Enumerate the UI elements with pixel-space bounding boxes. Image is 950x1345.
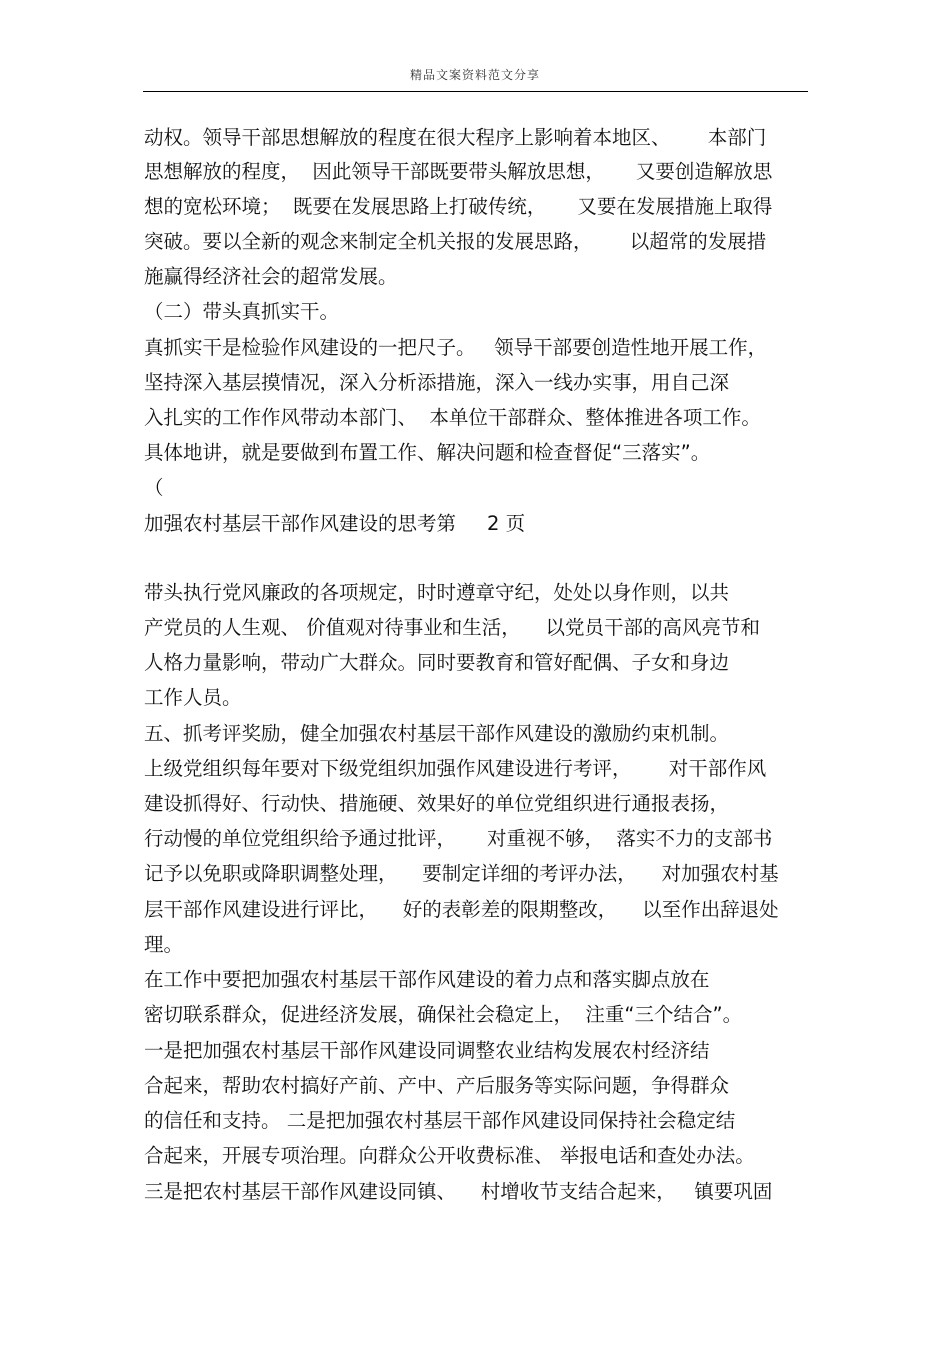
text-line: 密切联系群众，促进经济发展，确保社会稳定上， 注重“三个结合”。 (144, 1003, 743, 1026)
text-line: 的信任和支持。 二是把加强农村基层干部作风建设同保持社会稳定结 (144, 1109, 736, 1132)
text-line: 突破。要以全新的观念来制定全机关报的发展思路， 以超常的发展措 (144, 230, 767, 253)
text-line: 想的宽松环境； 既要在发展思路上打破传统， 又要在发展措施上取得 (144, 195, 773, 218)
section-heading: （二）带头真抓实干。 (144, 300, 340, 323)
text-line: 合起来，开展专项治理。向群众公开收费标准、 举报电话和查处办法。 (144, 1144, 755, 1167)
text-line: 带头执行党风廉政的各项规定，时时遵章守纪，处处以身作则，以共 (144, 581, 730, 604)
text-line: 具体地讲，就是要做到布置工作、解决问题和检查督促“三落实”。 (144, 441, 711, 464)
text-line: 上级党组织每年要对下级党组织加强作风建设进行考评， 对干部作风 (144, 757, 767, 780)
text-line: 入扎实的工作作风带动本部门、 本单位干部群众、整体推进各项工作。 (144, 406, 761, 429)
text-line: 合起来，帮助农村搞好产前、产中、产后服务等实际问题，争得群众 (144, 1074, 730, 1097)
text-line: 层干部作风建设进行评比， 好的表彰差的限期整改， 以至作出辞退处 (144, 898, 779, 921)
header-text: 精品文案资料范文分享 (409, 68, 540, 82)
text-line: 思想解放的程度， 因此领导干部既要带头解放思想， 又要创造解放思 (144, 160, 773, 183)
text-line: 施赢得经济社会的超常发展。 (144, 265, 398, 288)
section-heading: 五、抓考评奖励，健全加强农村基层干部作风建设的激励约束机制。 (144, 722, 730, 745)
text-line: 一是把加强农村基层干部作风建设同调整农业结构发展农村经济结 (144, 1039, 710, 1062)
text-line: 在工作中要把加强农村基层干部作风建设的着力点和落实脚点放在 (144, 968, 710, 991)
text-line: 人格力量影响，带动广大群众。同时要教育和管好配偶、子女和身边 (144, 651, 730, 674)
text-line: 行动慢的单位党组织给予通过批评， 对重视不够， 落实不力的支部书 (144, 827, 773, 850)
header-divider (143, 91, 808, 92)
text-line: 记予以免职或降职调整处理， 要制定详细的考评办法， 对加强农村基 (144, 862, 779, 885)
text-line: 理。 (144, 933, 184, 956)
text-line: 建设抓得好、行动快、措施硬、效果好的单位党组织进行通报表扬， (144, 792, 730, 815)
text-line: 三是把农村基层干部作风建设同镇、 村增收节支结合起来， 镇要巩固 (144, 1180, 773, 1203)
page-footer-title: 加强农村基层干部作风建设的思考第 2 页 (144, 512, 526, 535)
text-line: 动权。领导干部思想解放的程度在很大程序上影响着本地区、 本部门 (144, 126, 767, 149)
text-line: （ (144, 476, 164, 499)
text-line: 产党员的人生观、 价值观对待事业和生活， 以党员干部的高风亮节和 (144, 616, 760, 639)
text-line: 真抓实干是检验作风建设的一把尺子。 领导干部要创造性地开展工作， (144, 336, 768, 359)
text-line: 坚持深入基层摸情况，深入分析添措施，深入一线办实事，用自己深 (144, 371, 730, 394)
text-line: 工作人员。 (144, 686, 242, 709)
